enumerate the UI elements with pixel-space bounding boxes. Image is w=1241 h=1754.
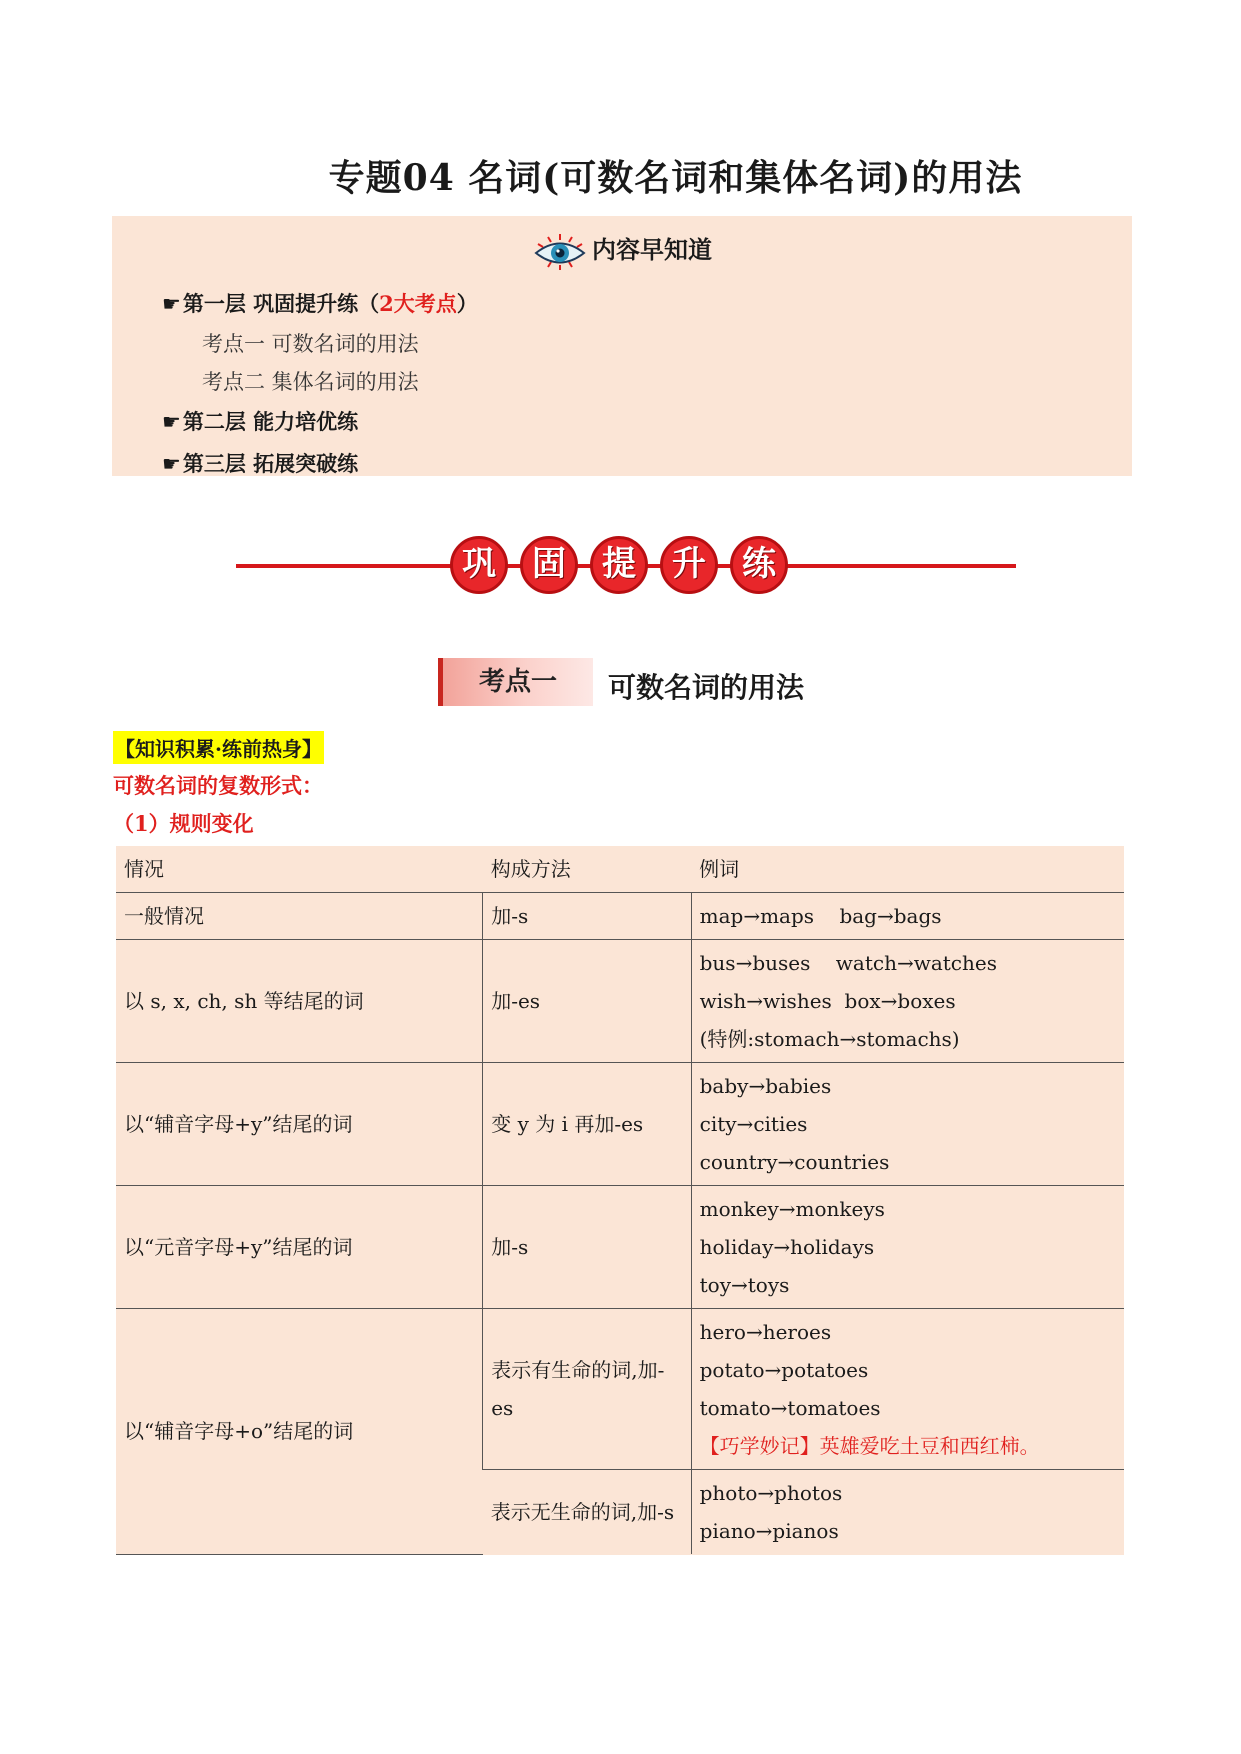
overview-heading [112,230,1132,272]
layer-1-item [162,288,478,318]
banner-char: 提 [590,536,648,594]
section-title: 可数名词的用法 [608,671,805,704]
example-line: potato→potatoes [699,1358,869,1382]
example-line: piano→pianos [699,1519,839,1543]
point-2-item: 考点二 集体名词的用法 [202,370,419,394]
layer-2-label: 第二层 能力培优练 [182,409,359,434]
examples-cell [691,940,1124,1063]
case-cell: 一般情况 [116,893,483,940]
method-cell: 变 y 为 i 再加-es [483,1063,691,1186]
header-cell: 构成方法 [483,846,691,893]
layer-3-label: 第三层 拓展突破练 [182,451,359,476]
example-line: city→cities [699,1112,808,1136]
table-header-row [116,846,1124,893]
example-line: bus→buses watch→watches [699,951,997,975]
pointing-hand-icon: ☛ [162,452,181,476]
table-row [116,1186,1124,1309]
point-1-item: 考点一 可数名词的用法 [202,332,419,356]
table-row [116,1309,1124,1470]
table-row [116,940,1124,1063]
plural-heading: 可数名词的复数形式： [113,773,323,798]
examples-cell [691,1186,1124,1309]
banner-char: 练 [730,536,788,594]
example-line: toy→toys [699,1273,790,1297]
method-cell: 表示有生命的词,加-es [483,1309,691,1470]
memory-tip: 【巧学妙记】英雄爱吃土豆和西红柿。 [699,1434,1040,1458]
layer-3-item [162,448,358,478]
case-cell: 以“辅音字母+y”结尾的词 [116,1063,483,1186]
table-row [116,893,1124,940]
examples-cell [691,893,1124,940]
example-line: baby→babies [699,1074,832,1098]
layer-2-item [162,406,358,436]
example-line: monkey→monkeys [699,1197,885,1221]
examples-cell [691,1063,1124,1186]
example-line: wish→wishes box→boxes [699,989,956,1013]
example-line: country→countries [699,1150,890,1174]
section-banner [236,536,1016,596]
case-cell: 以“元音字母+y”结尾的词 [116,1186,483,1309]
pointing-hand-icon: ☛ [162,410,181,434]
layer-1-count: 2大考点 [379,291,457,316]
header-cell: 例词 [691,846,1124,893]
banner-char: 固 [520,536,578,594]
example-line: holiday→holidays [699,1235,875,1259]
layer-1-label: 第一层 巩固提升练（ [182,291,380,316]
contents-overview-box [112,216,1132,476]
banner-char: 升 [660,536,718,594]
plural-rules-table [116,846,1124,1555]
pointing-hand-icon: ☛ [162,292,181,316]
example-line: hero→heroes [699,1320,832,1344]
method-cell: 加-s [483,893,691,940]
method-cell: 加-s [483,1186,691,1309]
section-label: 考点一 [438,658,593,706]
banner-char: 巩 [450,536,508,594]
table-row [116,1063,1124,1186]
example-line: (特例:stomach→stomachs) [699,1027,960,1051]
overview-heading-text: 内容早知道 [592,235,712,264]
knowledge-tag: 【知识积累·练前热身】 [113,731,324,764]
layer-1-close: ） [456,291,478,316]
example-line: tomato→tomatoes [699,1396,881,1420]
case-cell: 以 s, x, ch, sh 等结尾的词 [116,940,483,1063]
rule-heading: （1）规则变化 [113,811,254,836]
header-cell: 情况 [116,846,483,893]
eye-icon [532,232,588,272]
examples-cell [691,1470,1124,1555]
case-cell: 以“辅音字母+o”结尾的词 [116,1309,483,1555]
example-line: photo→photos [699,1481,843,1505]
example-line: map→maps bag→bags [699,904,942,928]
method-cell: 表示无生命的词,加-s [483,1470,691,1555]
examples-cell [691,1309,1124,1470]
page-title: 专题04 名词(可数名词和集体名词)的用法 [328,157,1023,199]
method-cell: 加-es [483,940,691,1063]
